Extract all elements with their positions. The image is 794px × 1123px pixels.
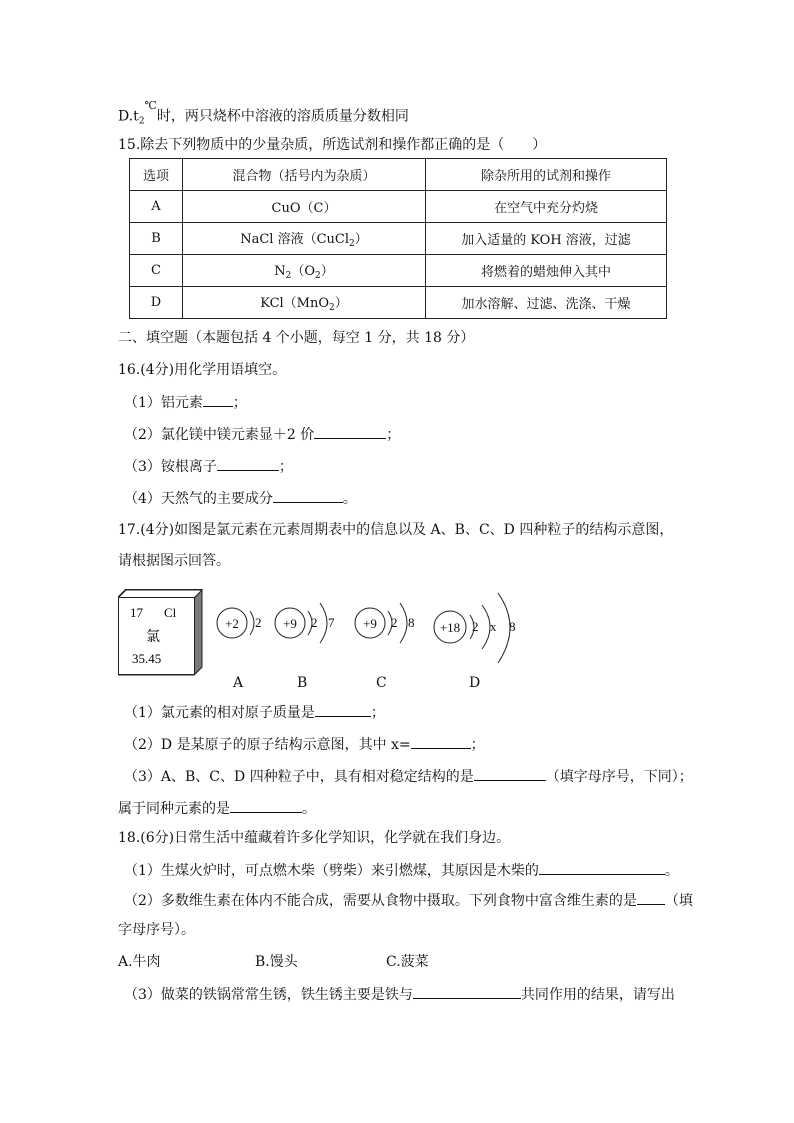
svg-text:+9: +9 bbox=[283, 616, 297, 631]
answer-blank[interactable] bbox=[637, 890, 665, 905]
q17-stem-line2: 请根据图示回答。 bbox=[118, 553, 230, 569]
element-card bbox=[118, 589, 208, 679]
svg-text:+18: +18 bbox=[439, 620, 461, 635]
q15-stem: 15.除去下列物质中的少量杂质，所选试剂和操作都正确的是（ ） bbox=[118, 137, 547, 153]
answer-blank[interactable] bbox=[411, 734, 471, 749]
atom-a bbox=[217, 608, 262, 638]
q14-option-d: $D.t_2^℃$时，两只烧杯中溶液的溶质质量分数相同 bbox=[118, 99, 409, 127]
svg-text:2: 2 bbox=[255, 615, 262, 630]
q16-item-2: （2）氯化镁中镁元素显＋2 价 ； bbox=[124, 424, 400, 445]
table-cell: 加水溶解、过滤、洗涤、干燥 bbox=[426, 287, 667, 319]
table-cell: 将燃着的蜡烛伸入其中 bbox=[426, 255, 667, 287]
answer-blank[interactable] bbox=[314, 424, 386, 439]
element-symbol: Cl bbox=[164, 605, 177, 620]
table-cell: D bbox=[130, 287, 183, 319]
q18-item-1: （1）生煤火炉时，可点燃木柴（劈柴）来引燃煤，其原因是木柴的 。 bbox=[124, 860, 679, 881]
answer-blank[interactable] bbox=[474, 766, 546, 781]
table-cell: A bbox=[130, 191, 183, 223]
table-header: 混合物（括号内为杂质） bbox=[183, 159, 426, 191]
table-cell: 在空气中充分灼烧 bbox=[426, 191, 667, 223]
table-cell: NaCl 溶液（CuCl$_2$） bbox=[183, 223, 426, 255]
svg-text:2: 2 bbox=[311, 615, 318, 630]
table-header: 选项 bbox=[130, 159, 183, 191]
table-row bbox=[130, 287, 667, 319]
q16-item-4: （4）天然气的主要成分 。 bbox=[124, 488, 357, 509]
table-row bbox=[130, 223, 667, 255]
table-header: 除杂所用的试剂和操作 bbox=[426, 159, 667, 191]
answer-blank[interactable] bbox=[413, 984, 521, 999]
section-heading: 二、填空题（本题包括 4 个小题，每空 1 分，共 18 分） bbox=[118, 330, 475, 346]
answer-blank[interactable] bbox=[217, 456, 279, 471]
svg-text:8: 8 bbox=[509, 619, 516, 634]
table-cell: CuO（C） bbox=[183, 191, 426, 223]
table-cell: 加入适量的 KOH 溶液，过滤 bbox=[426, 223, 667, 255]
q15-table bbox=[129, 158, 667, 319]
svg-text:2: 2 bbox=[391, 615, 398, 630]
atom-b bbox=[275, 603, 335, 643]
svg-text:+2: +2 bbox=[225, 616, 239, 631]
table-cell: B bbox=[130, 223, 183, 255]
atomic-mass: 35.45 bbox=[132, 651, 162, 666]
answer-blank[interactable] bbox=[315, 702, 371, 717]
atom-label-c: C bbox=[376, 675, 387, 691]
q18-option-a: A.牛肉 bbox=[118, 954, 161, 970]
q16-stem: 16.(4分)用化学用语填空。 bbox=[118, 362, 287, 378]
q18-item-2: （2）多数维生素在体内不能合成，需要从食物中摄取。下列食物中富含维生素的是 （填 bbox=[124, 890, 693, 911]
q18-stem: 18.(6分)日常生活中蕴藏着许多化学知识，化学就在我们身边。 bbox=[118, 830, 511, 846]
q17-stem-line1: 17.(4分)如图是氯元素在元素周期表中的信息以及 A、B、C、D 四种粒子的结构示意图， bbox=[118, 522, 674, 538]
q16-item-3: （3）铵根离子 ； bbox=[124, 456, 293, 477]
table-header-row bbox=[130, 159, 667, 191]
q18-option-b: B.馒头 bbox=[255, 954, 298, 970]
q18-item-3: （3）做菜的铁锅常常生锈，铁生锈主要是铁与 共同作用的结果，请写出 bbox=[124, 984, 675, 1005]
atom-structure-diagrams bbox=[210, 585, 540, 675]
table-row bbox=[130, 255, 667, 287]
answer-blank[interactable] bbox=[539, 860, 665, 875]
answer-blank[interactable] bbox=[230, 798, 302, 813]
atom-d bbox=[434, 593, 516, 663]
atomic-number: 17 bbox=[130, 605, 143, 620]
svg-text:8: 8 bbox=[408, 615, 415, 630]
atom-label-a: A bbox=[233, 675, 244, 691]
table-row bbox=[130, 191, 667, 223]
answer-blank[interactable] bbox=[203, 392, 233, 407]
atom-label-d: D bbox=[469, 675, 481, 691]
atom-c bbox=[355, 603, 415, 643]
table-cell: KCl（MnO$_2$） bbox=[183, 287, 426, 319]
atom-label-b: B bbox=[297, 675, 308, 691]
q18-item-2-cont: 字母序号）。 bbox=[118, 922, 195, 938]
q17-item-2: （2）D 是某原子的原子结构示意图，其中 x= ； bbox=[124, 734, 485, 755]
q17-item-3: （3）A、B、C、D 四种粒子中，具有相对稳定结构的是 （填字母序号，下同）； bbox=[124, 766, 693, 787]
svg-text:+9: +9 bbox=[363, 616, 377, 631]
svg-text:7: 7 bbox=[328, 615, 335, 630]
q17-item-1: （1）氯元素的相对原子质量是 ； bbox=[124, 702, 385, 723]
table-cell: $N_2(O_2)$ bbox=[183, 255, 426, 287]
q16-item-1: （1）铝元素 ； bbox=[124, 392, 247, 413]
answer-blank[interactable] bbox=[273, 488, 343, 503]
svg-text:x: x bbox=[490, 619, 497, 634]
q18-option-c: C.菠菜 bbox=[386, 954, 429, 970]
element-name: 氯 bbox=[146, 629, 160, 645]
q17-item-3-cont: 属于同种元素的是 。 bbox=[118, 798, 316, 819]
table-cell: C bbox=[130, 255, 183, 287]
svg-text:2: 2 bbox=[472, 619, 479, 634]
